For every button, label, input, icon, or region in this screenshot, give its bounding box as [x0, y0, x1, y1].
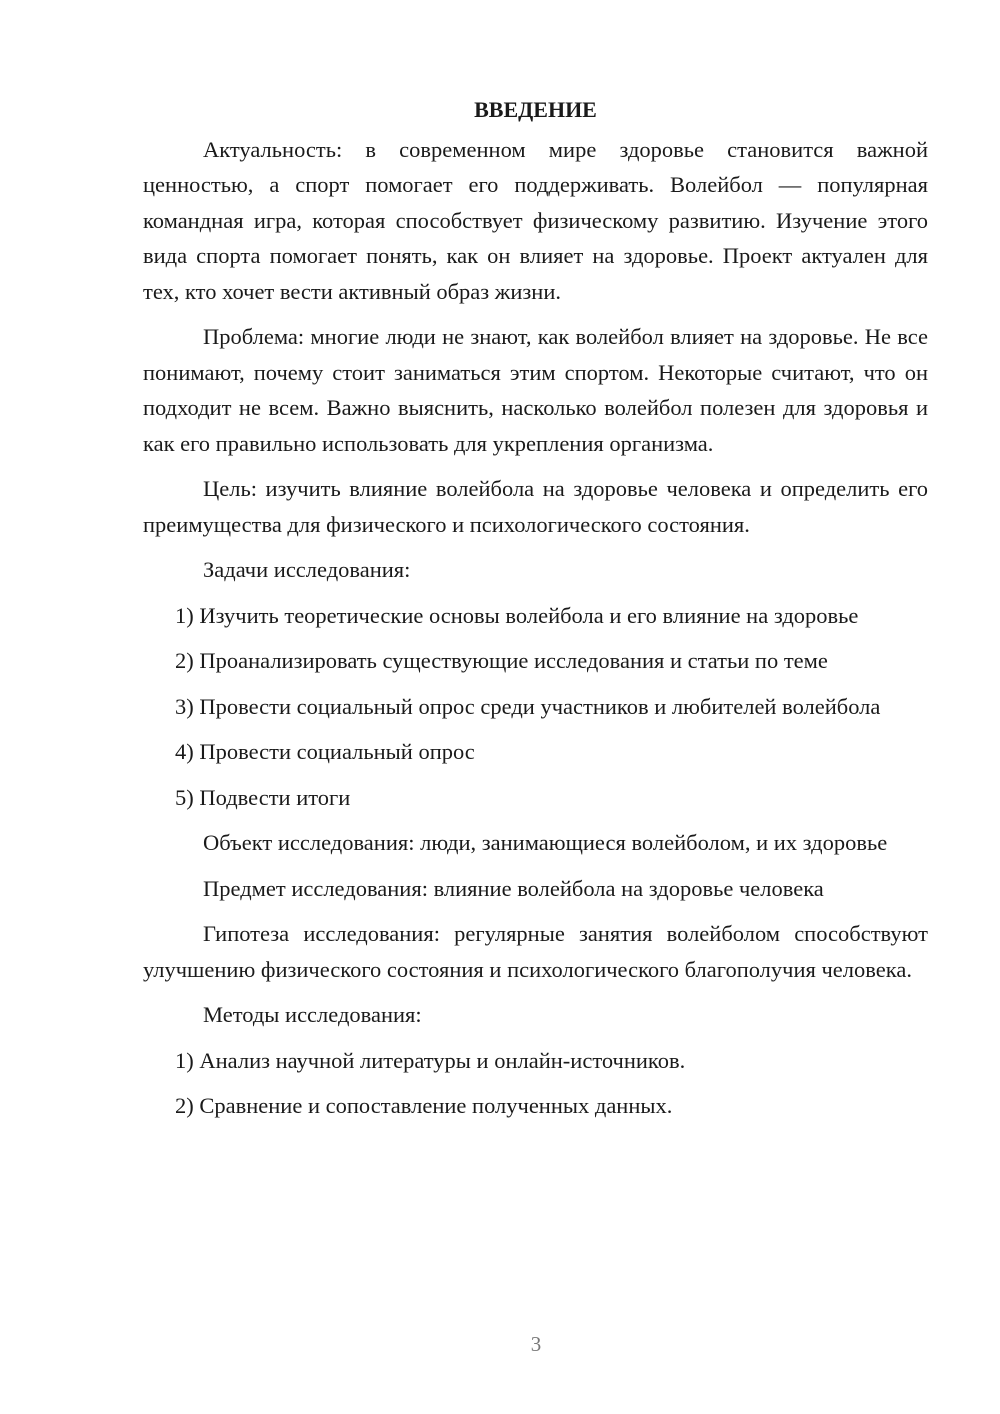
page-title: ВВЕДЕНИЕ [474, 97, 597, 122]
task-item: 2) Проанализировать существующие исследования и статьи по теме [175, 648, 828, 673]
task-item: 3) Провести социальный опрос среди участников и любителей волейбола [175, 693, 881, 719]
document-page [143, 92, 928, 1134]
method-item: 1) Анализ научной литературы и онлайн-источников. [175, 1047, 686, 1073]
problem-paragraph: Проблема: многие люди не знают, как волейбол влияет на здоровье. Не все понимают, почему стоит заниматься этим спортом. Некоторые считают, что он подходит не всем. Важно выяснить, насколько волейбол полезен для здоровья и как его правильно использовать для укрепления организма. [143, 324, 928, 456]
task-item: 4) Провести социальный опрос [175, 739, 475, 764]
goal-paragraph: Цель: изучить влияние волейбола на здоровье человека и определить его преимущества для физического и психологического состояния. [143, 476, 928, 537]
tasks-heading: Задачи исследования: [203, 557, 411, 582]
subject-paragraph: Предмет исследования: влияние волейбола на здоровье человека [203, 875, 824, 901]
task-item: 1) Изучить теоретические основы волейбола и его влияние на здоровье [175, 602, 859, 628]
method-item: 2) Сравнение и сопоставление полученных данных. [175, 1093, 673, 1118]
relevance-paragraph: Актуальность: в современном мире здоровье становится важной ценностью, а спорт помогает его поддерживать. Волейбол — популярная командная игра, которая способствует физическому развитию. Изучение этого вида спорта помогает понять, как он влияет на здоровье. Проект актуален для тех, кто хочет вести активный образ жизни. [143, 136, 928, 304]
task-item: 5) Подвести итоги [175, 784, 351, 810]
hypothesis-paragraph: Гипотеза исследования: регулярные занятия волейболом способствуют улучшению физического состояния и психологического благополучия человека. [143, 921, 928, 982]
methods-heading: Методы исследования: [203, 1002, 422, 1027]
page-number: 3 [530, 1332, 542, 1356]
object-paragraph: Объект исследования: люди, занимающиеся волейболом, и их здоровье [203, 830, 888, 855]
